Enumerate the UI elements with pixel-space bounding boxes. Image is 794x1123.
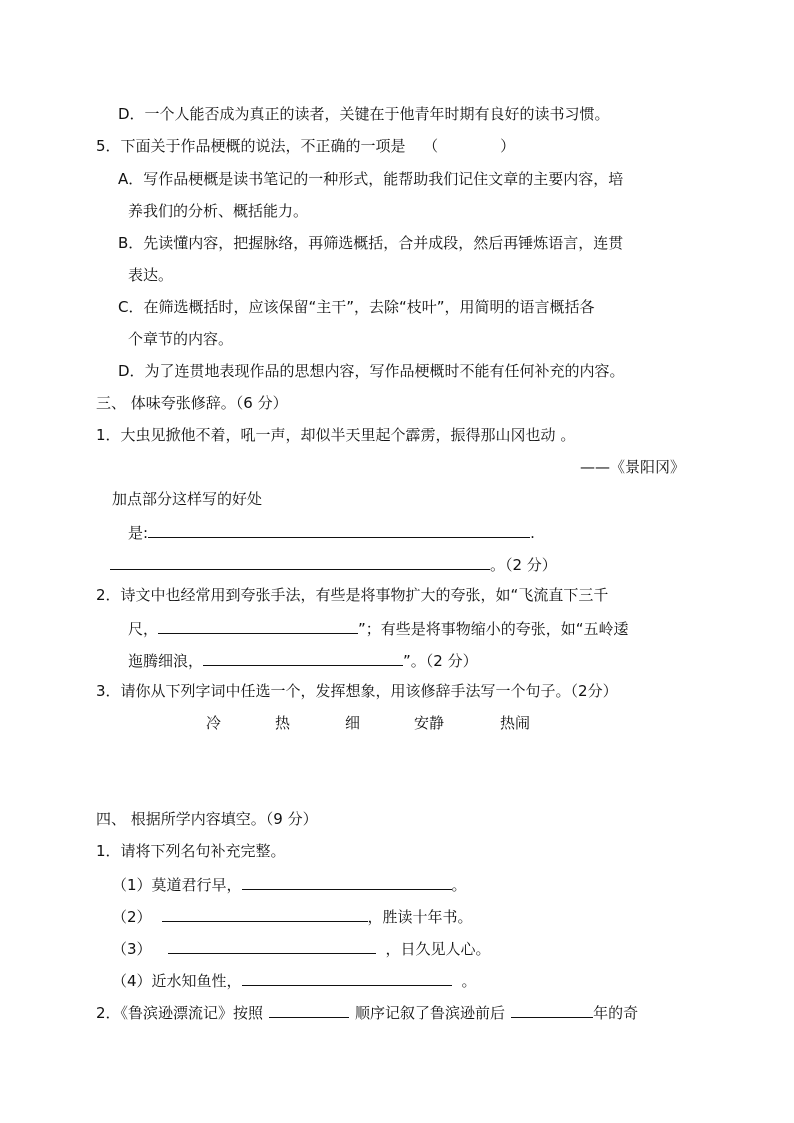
- s4-q2-blank-2[interactable]: [511, 1001, 593, 1018]
- s3-q1-source: ——《景阳冈》: [580, 458, 686, 476]
- q5-option-c-line2: 个章节的内容。: [128, 330, 234, 348]
- q5-option-b-line1: B．先读懂内容，把握脉络，再筛选概括，合并成段，然后再锤炼语言，连贯: [118, 234, 624, 252]
- q5-option-a-line1: A．写作品梗概是读书笔记的一种形式，能帮助我们记住文章的主要内容，培: [118, 170, 624, 188]
- s3-q2-blank-1[interactable]: [158, 617, 358, 634]
- s3-q2-text-d: ”。（2 分）: [403, 652, 478, 670]
- s4-s1-text: （1）莫道君行早，: [112, 876, 242, 894]
- s3-q3-text: 3．请你从下列字词中任选一个，发挥想象，用该修辞手法写一个句子。（2分）: [96, 682, 618, 700]
- s3-q2-line1: 2．诗文中也经常用到夸张手法，有些是将事物扩大的夸张，如“飞流直下三千: [96, 586, 609, 604]
- q5-stem: [96, 136, 515, 156]
- s4-s2-num: （2）: [112, 908, 152, 926]
- s3-q1-blank-2[interactable]: [110, 553, 490, 570]
- word-option-1: 冷: [206, 714, 222, 732]
- s4-s3-text: ，日久见人心。: [385, 940, 491, 958]
- q5-option-b-line2: 表达。: [128, 266, 174, 284]
- q5-option-c-line1: C．在筛选概括时，应该保留“主干”，去除“枝叶”，用简明的语言概括各: [118, 298, 595, 316]
- s4-q2-text-b: 顺序记叙了鲁滨逊前后: [355, 1004, 506, 1022]
- s3-q1-answer-line2: [110, 553, 557, 575]
- s3-q2-text-a: 尺，: [128, 620, 159, 638]
- s3-q2-line2: [128, 617, 629, 639]
- s3-q2-line3: [128, 649, 478, 671]
- s4-s2-blank[interactable]: [162, 905, 368, 922]
- s3-q2-text-c: 迤腾细浪，: [128, 652, 204, 670]
- q5-option-a-line2: 养我们的分析、概括能力。: [128, 202, 309, 220]
- s4-s4-text: （4）近水知鱼性，: [112, 972, 242, 990]
- s3-q1-prompt: 加点部分这样写的好处: [112, 490, 263, 508]
- section-3-title: 三、 体味夸张修辞。（6 分）: [96, 394, 288, 412]
- answer-paren-open: （: [423, 137, 439, 155]
- s4-sentence-1: [112, 873, 467, 895]
- word-option-2: 热: [275, 714, 291, 732]
- s4-q2-text-c: 年的奇: [593, 1004, 639, 1022]
- s4-s2-text: ，胜读十年书。: [367, 908, 473, 926]
- s4-sentence-3: [112, 937, 491, 959]
- s4-s3-blank[interactable]: [168, 937, 376, 954]
- s4-sentence-2: [112, 905, 473, 927]
- s4-s4-blank[interactable]: [242, 969, 452, 986]
- s4-s4-end: 。: [461, 972, 477, 990]
- section-4-title: 四、 根据所学内容填空。（9 分）: [96, 810, 318, 828]
- s3-q2-blank-2[interactable]: [203, 649, 403, 666]
- word-option-4: 安静: [414, 714, 445, 732]
- s3-q2-text-b: ”；有些是将事物缩小的夸张，如“五岭逶: [358, 620, 629, 638]
- s3-q1-answer-line1: [128, 521, 535, 543]
- s3-q1-is-label: 是:: [128, 524, 149, 542]
- s4-q2-text-a: 2．《鲁滨逊漂流记》按照: [96, 1004, 264, 1022]
- s4-s1-end: 。: [451, 876, 467, 894]
- q4-option-d: D．一个人能否成为真正的读者，关键在于他青年时期有良好的读书习惯。: [118, 105, 610, 123]
- word-option-3: 细: [345, 714, 361, 732]
- q5-option-d: D．为了连贯地表现作品的思想内容，写作品梗概时不能有任何补充的内容。: [118, 362, 625, 380]
- word-option-5: 热闹: [500, 714, 531, 732]
- s4-sentence-4: [112, 969, 477, 991]
- s4-q2-line: [96, 1001, 638, 1023]
- s4-s1-blank[interactable]: [242, 873, 452, 890]
- s3-q1-dot: .: [530, 524, 535, 542]
- s3-q1-blank-1[interactable]: [148, 521, 530, 538]
- s4-q1-text: 1．请将下列名句补充完整。: [96, 842, 286, 860]
- s4-s3-num: （3）: [112, 940, 152, 958]
- answer-paren-close: ）: [500, 137, 516, 155]
- s3-q1-text: 1．大虫见掀他不着，吼一声，却似半天里起个霹雳，振得那山冈也动 。: [96, 426, 576, 444]
- s3-q1-end: 。（2 分）: [490, 556, 557, 574]
- q5-stem-text: 5．下面关于作品梗概的说法，不正确的一项是: [96, 137, 406, 155]
- s4-q2-blank-1[interactable]: [269, 1001, 349, 1018]
